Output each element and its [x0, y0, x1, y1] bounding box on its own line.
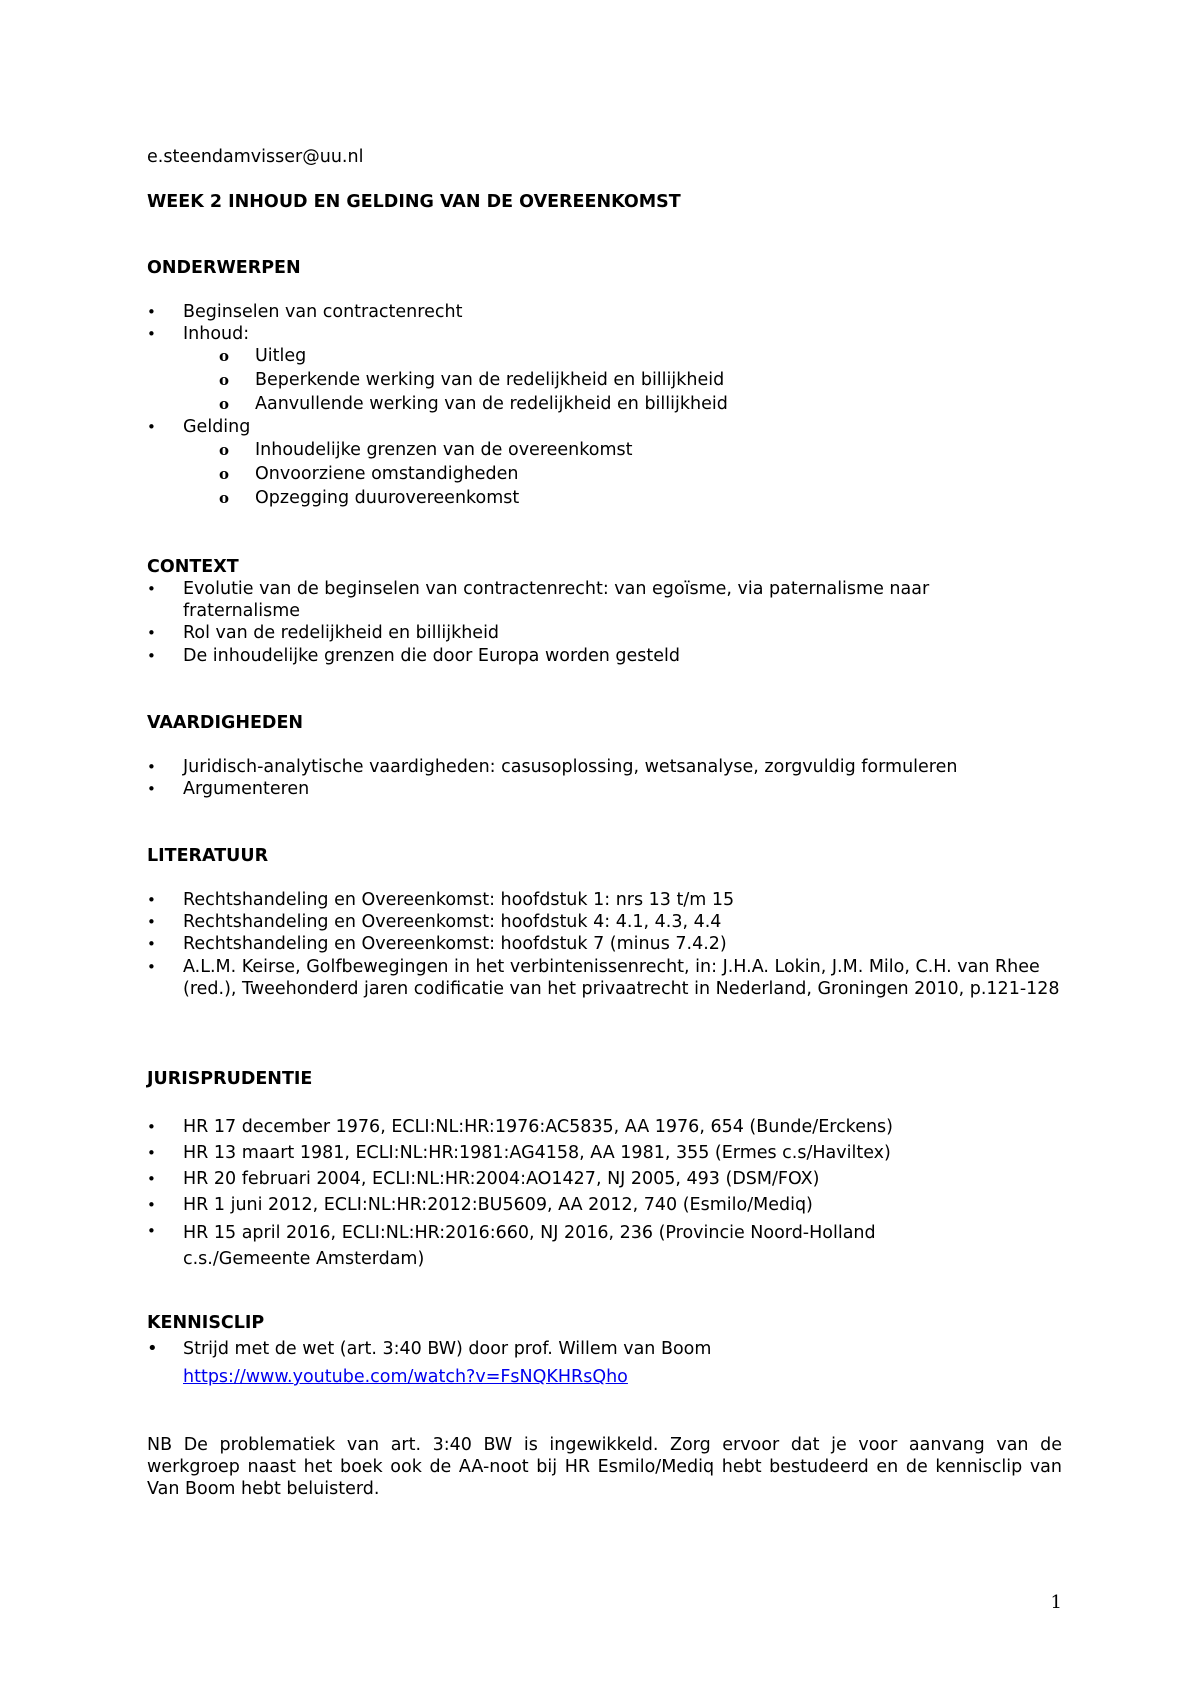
onderwerpen-heading: ONDERWERPEN	[147, 258, 301, 278]
circle-bullet-icon: o	[219, 371, 230, 389]
circle-bullet-icon: o	[219, 441, 230, 459]
bullet-icon: •	[147, 1338, 158, 1359]
youtube-link-row	[183, 1366, 628, 1388]
bullet-icon: •	[147, 1222, 156, 1240]
bullet-icon: •	[147, 780, 156, 798]
bullet-icon: •	[147, 1196, 156, 1214]
context-heading: CONTEXT	[147, 557, 239, 577]
bullet-icon: •	[147, 1118, 156, 1136]
document-title: WEEK 2 INHOUD EN GELDING VAN DE OVEREENKOMST	[147, 192, 681, 212]
author-email: e.steendamvisser@uu.nl	[147, 147, 364, 167]
document-page: e.steendamvisser@uu.nl WEEK 2 INHOUD EN GELDING VAN DE OVEREENKOMST ONDERWERPEN • Beginselen van contractenrecht • Inhoud: o Uitleg o Beperkende werking van de redelijkheid en billijkheid o Aanvullende werking van de redelijkheid en billijkheid • Gelding o Inhoudelijke grenzen van de overeenkomst o Onvoorziene omstandigheden o Opzegging duurovereenkomst CONTEXT • Evolutie van de beginselen van contractenrecht: van egoïsme, via paternalisme naar fraternalisme • Rol van de redelijkheid en billijkheid • De inhoudelijke grenzen die door Europa worden gesteld VAARDIGHEDEN • Juridisch-analytische vaardigheden: casusoplossing, wetsanalyse, zorgvuldig formuleren • Argumenteren LITERATUUR • Rechtshandeling en Overeenkomst: hoofdstuk 1: nrs 13 t/m 15 • Rechtshandeling en Overeenkomst: hoofdstuk 4: 4.1, 4.3, 4.4 • Rechtshandeling en Overeenkomst: hoofdstuk 7 (minus 7.4.2) • A.L.M. Keirse, Golfbewegingen in het verbintenissenrecht, in: J.H.A. Lokin, J.M. Milo, C.H. van Rhee (red.), Tweehonderd jaren codificatie van het privaatrecht in Nederland, Groningen 2010, p.121-128 JURISPRUDENTIE • HR 17 december 1976, ECLI:NL:HR:1976:AC5835, AA 1976, 654 (Bunde/Erckens) • HR 13 maart 1981, ECLI:NL:HR:1981:AG4158, AA 1981, 355 (Ermes c.s/Haviltex) • HR 20 februari 2004, ECLI:NL:HR:2004:AO1427, NJ 2005, 493 (DSM/FOX) • HR 1 juni 2012, ECLI:NL:HR:2012:BU5609, AA 2012, 740 (Esmilo/Mediq) • HR 15 april 2016, ECLI:NL:HR:2016:660, NJ 2016, 236 (Provincie Noord-Holland c.s./Gemeente Amsterdam) KENNISCLIP • Strijd met de wet (art. 3:40 BW) door prof. Willem van Boom https://www.youtube.com/watch?v=FsNQKHRsQho NB De problematiek van art. 3:40 BW is ingewikkeld. Zorg ervoor dat je voor aanvang van de werkgroep naast het boek ook de AA-noot bij HR Esmilo/Mediq hebt bestudeerd en de kennisclip van Van Boom hebt beluisterd.	[147, 147, 1062, 1499]
bullet-icon: •	[147, 325, 156, 343]
bullet-icon: •	[147, 303, 156, 321]
jurisprudentie-heading: JURISPRUDENTIE	[147, 1069, 313, 1089]
kennisclip-heading: KENNISCLIP	[147, 1313, 265, 1333]
bullet-icon: •	[147, 647, 156, 665]
bullet-icon: •	[147, 891, 156, 909]
circle-bullet-icon: o	[219, 465, 230, 483]
bullet-icon: •	[147, 758, 156, 776]
circle-bullet-icon: o	[219, 395, 230, 413]
literatuur-heading: LITERATUUR	[147, 846, 269, 866]
bullet-icon: •	[147, 913, 156, 931]
youtube-link[interactable]: https://www.youtube.com/watch?v=FsNQKHRsQho	[183, 1367, 628, 1387]
bullet-icon: •	[147, 624, 156, 642]
nb-paragraph: NB De problematiek van art. 3:40 BW is ingewikkeld. Zorg ervoor dat je voor aanvang van de werkgroep naast het boek ook de AA-noot bij HR Esmilo/Mediq hebt bestudeerd en de kennisclip van Van Boom hebt beluisterd.	[147, 1435, 1062, 1499]
bullet-icon: •	[147, 958, 156, 976]
vaardigheden-heading: VAARDIGHEDEN	[147, 713, 304, 733]
bullet-icon: •	[147, 1144, 156, 1162]
circle-bullet-icon: o	[219, 489, 230, 507]
bullet-icon: •	[147, 1170, 156, 1188]
bullet-icon: •	[147, 580, 156, 598]
bullet-icon: •	[147, 935, 156, 953]
bullet-icon: •	[147, 418, 156, 436]
page-number: 1	[1050, 1592, 1062, 1613]
circle-bullet-icon: o	[219, 347, 230, 365]
